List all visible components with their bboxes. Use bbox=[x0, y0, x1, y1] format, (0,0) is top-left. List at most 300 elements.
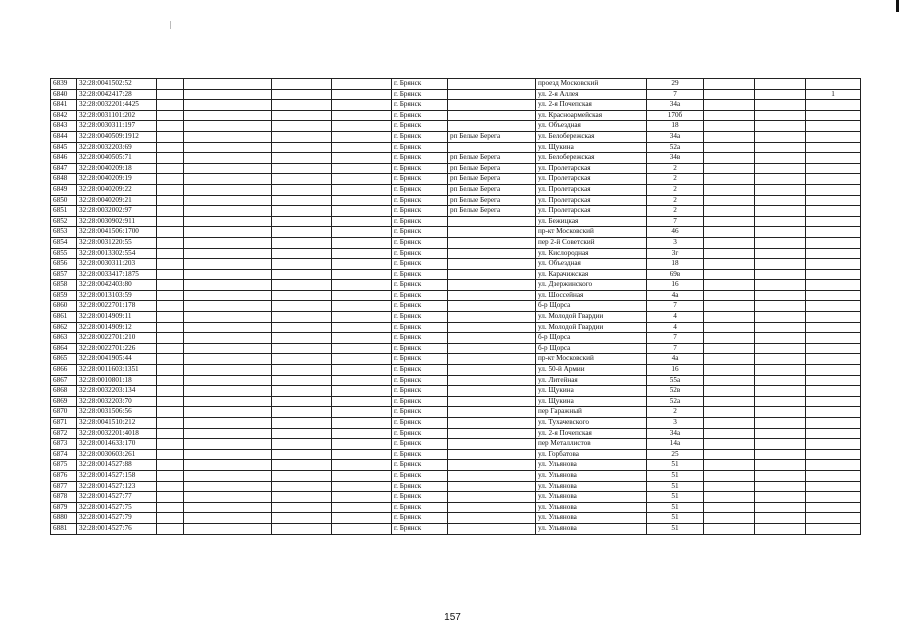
cell-city: г. Брянск bbox=[392, 163, 448, 174]
cell-street: ул. Пролетарская bbox=[536, 174, 647, 185]
cell-col-13 bbox=[806, 110, 861, 121]
cell-house-number: 51 bbox=[647, 523, 704, 534]
cell-col-13 bbox=[806, 322, 861, 333]
cell-col-11 bbox=[704, 418, 755, 429]
cell-col-6 bbox=[332, 449, 392, 460]
edge-mark bbox=[896, 0, 899, 12]
cell-col-12 bbox=[755, 523, 806, 534]
cell-col-5 bbox=[272, 131, 332, 142]
cell-col-6 bbox=[332, 502, 392, 513]
cell-col-5 bbox=[272, 100, 332, 111]
cell-house-number: 4 bbox=[647, 312, 704, 323]
cell-settlement bbox=[448, 290, 536, 301]
cell-settlement bbox=[448, 460, 536, 471]
cell-street: б-р Щорса bbox=[536, 301, 647, 312]
cell-col-13 bbox=[806, 481, 861, 492]
cell-row-number: 6858 bbox=[51, 280, 77, 291]
cell-cadastral-number: 32:28:0031101:202 bbox=[77, 110, 157, 121]
cell-col-11 bbox=[704, 110, 755, 121]
table-row bbox=[51, 216, 861, 227]
cell-col-3 bbox=[157, 216, 184, 227]
cell-col-12 bbox=[755, 237, 806, 248]
cell-house-number: 18 bbox=[647, 121, 704, 132]
cell-house-number: 7 bbox=[647, 333, 704, 344]
cell-row-number: 6857 bbox=[51, 269, 77, 280]
cell-col-11 bbox=[704, 407, 755, 418]
cell-col-3 bbox=[157, 131, 184, 142]
cell-col-11 bbox=[704, 89, 755, 100]
cell-house-number: 3г bbox=[647, 248, 704, 259]
cell-cadastral-number: 32:28:0011603:1351 bbox=[77, 365, 157, 376]
cell-col-3 bbox=[157, 312, 184, 323]
cell-col-13 bbox=[806, 492, 861, 503]
cell-street: ул. Молодой Гвардии bbox=[536, 312, 647, 323]
cell-street: пр-кт Московский bbox=[536, 354, 647, 365]
cell-col-3 bbox=[157, 354, 184, 365]
cell-col-13 bbox=[806, 131, 861, 142]
cell-col-4 bbox=[184, 89, 272, 100]
cell-row-number: 6873 bbox=[51, 439, 77, 450]
table-row bbox=[51, 110, 861, 121]
cell-col-5 bbox=[272, 163, 332, 174]
cell-settlement: рп Белые Берега bbox=[448, 174, 536, 185]
cell-col-3 bbox=[157, 280, 184, 291]
cell-house-number: 7 bbox=[647, 216, 704, 227]
cell-col-11 bbox=[704, 184, 755, 195]
cell-settlement bbox=[448, 216, 536, 227]
cell-col-3 bbox=[157, 428, 184, 439]
cell-cadastral-number: 32:28:0032203:69 bbox=[77, 142, 157, 153]
cell-col-11 bbox=[704, 174, 755, 185]
cell-col-6 bbox=[332, 121, 392, 132]
cell-col-6 bbox=[332, 195, 392, 206]
table-row bbox=[51, 470, 861, 481]
cell-col-6 bbox=[332, 312, 392, 323]
cell-settlement bbox=[448, 142, 536, 153]
cell-col-4 bbox=[184, 301, 272, 312]
cell-col-4 bbox=[184, 396, 272, 407]
cell-street: ул. Ульянова bbox=[536, 502, 647, 513]
cell-city: г. Брянск bbox=[392, 492, 448, 503]
cell-col-11 bbox=[704, 365, 755, 376]
cell-house-number: 25 bbox=[647, 449, 704, 460]
cell-row-number: 6880 bbox=[51, 513, 77, 524]
cell-col-6 bbox=[332, 396, 392, 407]
cell-cadastral-number: 32:28:0022701:178 bbox=[77, 301, 157, 312]
cell-row-number: 6851 bbox=[51, 206, 77, 217]
cell-col-4 bbox=[184, 502, 272, 513]
cell-col-11 bbox=[704, 354, 755, 365]
cell-col-13 bbox=[806, 343, 861, 354]
cell-col-13 bbox=[806, 100, 861, 111]
table-row bbox=[51, 322, 861, 333]
cell-settlement bbox=[448, 280, 536, 291]
cell-city: г. Брянск bbox=[392, 206, 448, 217]
cell-col-11 bbox=[704, 439, 755, 450]
registry-table-body bbox=[51, 79, 861, 535]
cell-col-12 bbox=[755, 386, 806, 397]
cell-cadastral-number: 32:28:0013302:554 bbox=[77, 248, 157, 259]
cell-street: ул. Литейная bbox=[536, 375, 647, 386]
cell-col-13 bbox=[806, 460, 861, 471]
cell-row-number: 6855 bbox=[51, 248, 77, 259]
cell-street: ул. Щукина bbox=[536, 142, 647, 153]
cell-cadastral-number: 32:28:0014633:170 bbox=[77, 439, 157, 450]
cell-col-3 bbox=[157, 492, 184, 503]
cell-col-5 bbox=[272, 290, 332, 301]
table-row bbox=[51, 439, 861, 450]
cell-col-4 bbox=[184, 513, 272, 524]
cell-col-13 bbox=[806, 206, 861, 217]
cell-settlement bbox=[448, 439, 536, 450]
cell-col-11 bbox=[704, 227, 755, 238]
cell-house-number: 69в bbox=[647, 269, 704, 280]
cell-col-6 bbox=[332, 110, 392, 121]
cell-city: г. Брянск bbox=[392, 174, 448, 185]
cell-col-4 bbox=[184, 375, 272, 386]
cell-col-13 bbox=[806, 259, 861, 270]
cell-city: г. Брянск bbox=[392, 312, 448, 323]
cell-col-6 bbox=[332, 89, 392, 100]
cell-col-13 bbox=[806, 153, 861, 164]
cell-row-number: 6879 bbox=[51, 502, 77, 513]
cell-col-6 bbox=[332, 301, 392, 312]
cell-col-13 bbox=[806, 407, 861, 418]
table-row bbox=[51, 481, 861, 492]
cell-cadastral-number: 32:28:0041510:212 bbox=[77, 418, 157, 429]
cell-col-5 bbox=[272, 428, 332, 439]
cell-col-6 bbox=[332, 322, 392, 333]
cell-col-6 bbox=[332, 79, 392, 90]
table-row bbox=[51, 301, 861, 312]
cell-col-3 bbox=[157, 343, 184, 354]
cell-col-3 bbox=[157, 121, 184, 132]
cell-col-12 bbox=[755, 216, 806, 227]
cell-col-5 bbox=[272, 386, 332, 397]
cell-city: г. Брянск bbox=[392, 365, 448, 376]
cell-city: г. Брянск bbox=[392, 153, 448, 164]
cell-col-13 bbox=[806, 365, 861, 376]
cell-street: ул. Белобережская bbox=[536, 131, 647, 142]
cell-street: ул. Пролетарская bbox=[536, 184, 647, 195]
cell-house-number: 34а bbox=[647, 131, 704, 142]
cell-col-4 bbox=[184, 184, 272, 195]
cell-col-13 bbox=[806, 386, 861, 397]
cell-col-13 bbox=[806, 248, 861, 259]
cell-col-4 bbox=[184, 460, 272, 471]
cell-col-13 bbox=[806, 502, 861, 513]
cell-street: ул. Кислородная bbox=[536, 248, 647, 259]
cell-cadastral-number: 32:28:0014527:75 bbox=[77, 502, 157, 513]
cell-city: г. Брянск bbox=[392, 280, 448, 291]
cell-row-number: 6881 bbox=[51, 523, 77, 534]
scan-artifact bbox=[170, 21, 171, 29]
cell-city: г. Брянск bbox=[392, 439, 448, 450]
cell-house-number: 4а bbox=[647, 290, 704, 301]
cell-col-13 bbox=[806, 523, 861, 534]
table-row bbox=[51, 449, 861, 460]
cell-house-number: 51 bbox=[647, 502, 704, 513]
cell-col-3 bbox=[157, 110, 184, 121]
cell-col-12 bbox=[755, 184, 806, 195]
cell-col-11 bbox=[704, 502, 755, 513]
cell-settlement bbox=[448, 470, 536, 481]
cell-col-6 bbox=[332, 142, 392, 153]
cell-col-6 bbox=[332, 492, 392, 503]
cell-house-number: 55а bbox=[647, 375, 704, 386]
cell-street: ул. Ульянова bbox=[536, 523, 647, 534]
cell-city: г. Брянск bbox=[392, 481, 448, 492]
cell-col-11 bbox=[704, 396, 755, 407]
cell-col-12 bbox=[755, 418, 806, 429]
cell-col-5 bbox=[272, 460, 332, 471]
cell-city: г. Брянск bbox=[392, 216, 448, 227]
cell-col-5 bbox=[272, 375, 332, 386]
table-row bbox=[51, 492, 861, 503]
table-row bbox=[51, 460, 861, 471]
cell-col-4 bbox=[184, 449, 272, 460]
cell-house-number: 46 bbox=[647, 227, 704, 238]
cell-cadastral-number: 32:28:0022701:210 bbox=[77, 333, 157, 344]
cell-city: г. Брянск bbox=[392, 502, 448, 513]
cell-city: г. Брянск bbox=[392, 142, 448, 153]
cell-col-11 bbox=[704, 100, 755, 111]
cell-settlement bbox=[448, 523, 536, 534]
cell-row-number: 6840 bbox=[51, 89, 77, 100]
cell-house-number: 2 bbox=[647, 206, 704, 217]
cell-col-3 bbox=[157, 386, 184, 397]
cell-row-number: 6847 bbox=[51, 163, 77, 174]
cell-col-4 bbox=[184, 481, 272, 492]
cell-settlement bbox=[448, 333, 536, 344]
cell-col-3 bbox=[157, 502, 184, 513]
cell-street: ул. Ульянова bbox=[536, 513, 647, 524]
cell-col-5 bbox=[272, 343, 332, 354]
cell-cadastral-number: 32:28:0032201:4425 bbox=[77, 100, 157, 111]
cell-col-12 bbox=[755, 131, 806, 142]
cell-col-11 bbox=[704, 301, 755, 312]
cell-row-number: 6878 bbox=[51, 492, 77, 503]
cell-house-number: 51 bbox=[647, 470, 704, 481]
cell-cadastral-number: 32:28:0041506:1700 bbox=[77, 227, 157, 238]
cell-col-6 bbox=[332, 418, 392, 429]
cell-col-13: 1 bbox=[806, 89, 861, 100]
cell-col-11 bbox=[704, 481, 755, 492]
table-row bbox=[51, 513, 861, 524]
table-row bbox=[51, 428, 861, 439]
cell-col-5 bbox=[272, 312, 332, 323]
cell-cadastral-number: 32:28:0040209:19 bbox=[77, 174, 157, 185]
cell-col-6 bbox=[332, 269, 392, 280]
cell-col-11 bbox=[704, 333, 755, 344]
cell-col-11 bbox=[704, 386, 755, 397]
cell-cadastral-number: 32:28:0033417:1875 bbox=[77, 269, 157, 280]
table-row bbox=[51, 195, 861, 206]
cell-city: г. Брянск bbox=[392, 227, 448, 238]
cell-col-3 bbox=[157, 237, 184, 248]
cell-street: ул. Ульянова bbox=[536, 492, 647, 503]
cell-col-6 bbox=[332, 460, 392, 471]
cell-col-6 bbox=[332, 386, 392, 397]
cell-col-3 bbox=[157, 259, 184, 270]
cell-city: г. Брянск bbox=[392, 375, 448, 386]
cell-col-5 bbox=[272, 523, 332, 534]
cell-house-number: 34в bbox=[647, 153, 704, 164]
cell-cadastral-number: 32:28:0040209:18 bbox=[77, 163, 157, 174]
cell-col-5 bbox=[272, 174, 332, 185]
cell-col-13 bbox=[806, 184, 861, 195]
cell-cadastral-number: 32:28:0031506:56 bbox=[77, 407, 157, 418]
cell-settlement bbox=[448, 89, 536, 100]
table-row bbox=[51, 333, 861, 344]
cell-col-6 bbox=[332, 227, 392, 238]
cell-street: ул. Объездная bbox=[536, 121, 647, 132]
cell-col-13 bbox=[806, 174, 861, 185]
cell-col-12 bbox=[755, 492, 806, 503]
cell-col-5 bbox=[272, 396, 332, 407]
cell-cadastral-number: 32:28:0031220:55 bbox=[77, 237, 157, 248]
cell-street: б-р Щорса bbox=[536, 333, 647, 344]
cell-col-12 bbox=[755, 174, 806, 185]
cell-col-11 bbox=[704, 513, 755, 524]
cell-col-4 bbox=[184, 206, 272, 217]
cell-row-number: 6876 bbox=[51, 470, 77, 481]
cell-cadastral-number: 32:28:0014527:88 bbox=[77, 460, 157, 471]
cell-col-11 bbox=[704, 248, 755, 259]
cell-col-4 bbox=[184, 237, 272, 248]
cell-house-number: 4а bbox=[647, 354, 704, 365]
cell-col-6 bbox=[332, 259, 392, 270]
cell-settlement: рп Белые Берега bbox=[448, 184, 536, 195]
cell-col-4 bbox=[184, 312, 272, 323]
cell-col-6 bbox=[332, 100, 392, 111]
cell-col-5 bbox=[272, 195, 332, 206]
cell-col-12 bbox=[755, 290, 806, 301]
cell-col-13 bbox=[806, 449, 861, 460]
cell-col-12 bbox=[755, 227, 806, 238]
cell-col-12 bbox=[755, 280, 806, 291]
cell-col-6 bbox=[332, 237, 392, 248]
cell-col-5 bbox=[272, 502, 332, 513]
cell-col-12 bbox=[755, 206, 806, 217]
cell-col-5 bbox=[272, 121, 332, 132]
cell-col-6 bbox=[332, 184, 392, 195]
table-row bbox=[51, 100, 861, 111]
cell-cadastral-number: 32:28:0030311:203 bbox=[77, 259, 157, 270]
cell-settlement bbox=[448, 492, 536, 503]
cell-col-3 bbox=[157, 301, 184, 312]
cell-col-5 bbox=[272, 248, 332, 259]
cell-city: г. Брянск bbox=[392, 237, 448, 248]
cell-city: г. Брянск bbox=[392, 322, 448, 333]
cell-col-13 bbox=[806, 428, 861, 439]
cell-col-3 bbox=[157, 269, 184, 280]
cell-street: пер Гаражный bbox=[536, 407, 647, 418]
cell-house-number: 51 bbox=[647, 460, 704, 471]
cell-col-3 bbox=[157, 418, 184, 429]
cell-col-3 bbox=[157, 248, 184, 259]
cell-house-number: 34а bbox=[647, 100, 704, 111]
table-row bbox=[51, 343, 861, 354]
cell-settlement bbox=[448, 237, 536, 248]
cell-col-3 bbox=[157, 481, 184, 492]
cell-city: г. Брянск bbox=[392, 301, 448, 312]
cell-col-4 bbox=[184, 216, 272, 227]
cell-house-number: 3 bbox=[647, 237, 704, 248]
cell-col-4 bbox=[184, 322, 272, 333]
cell-col-11 bbox=[704, 470, 755, 481]
cell-city: г. Брянск bbox=[392, 428, 448, 439]
cell-col-6 bbox=[332, 216, 392, 227]
table-row bbox=[51, 418, 861, 429]
table-row bbox=[51, 407, 861, 418]
cell-col-6 bbox=[332, 354, 392, 365]
cell-street: ул. Молодой Гвардии bbox=[536, 322, 647, 333]
cell-col-13 bbox=[806, 227, 861, 238]
cell-cadastral-number: 32:28:0040209:22 bbox=[77, 184, 157, 195]
cell-settlement: рп Белые Берега bbox=[448, 131, 536, 142]
cell-col-6 bbox=[332, 439, 392, 450]
cell-city: г. Брянск bbox=[392, 396, 448, 407]
cell-city: г. Брянск bbox=[392, 100, 448, 111]
cell-col-12 bbox=[755, 121, 806, 132]
cell-street: ул. Красноармейская bbox=[536, 110, 647, 121]
cell-house-number: 51 bbox=[647, 481, 704, 492]
cell-col-3 bbox=[157, 449, 184, 460]
cell-cadastral-number: 32:28:0014527:77 bbox=[77, 492, 157, 503]
cell-house-number: 14а bbox=[647, 439, 704, 450]
cell-cadastral-number: 32:28:0014527:79 bbox=[77, 513, 157, 524]
cell-col-4 bbox=[184, 259, 272, 270]
cell-col-11 bbox=[704, 153, 755, 164]
cell-row-number: 6865 bbox=[51, 354, 77, 365]
cell-cadastral-number: 32:28:0022701:226 bbox=[77, 343, 157, 354]
cell-row-number: 6869 bbox=[51, 396, 77, 407]
cell-street: проезд Московский bbox=[536, 79, 647, 90]
cell-col-13 bbox=[806, 375, 861, 386]
cell-col-6 bbox=[332, 343, 392, 354]
cell-col-12 bbox=[755, 195, 806, 206]
cell-col-4 bbox=[184, 365, 272, 376]
cell-settlement bbox=[448, 449, 536, 460]
cell-settlement bbox=[448, 259, 536, 270]
cell-row-number: 6850 bbox=[51, 195, 77, 206]
cell-cadastral-number: 32:28:0013103:59 bbox=[77, 290, 157, 301]
cell-street: ул. 2-я Почепская bbox=[536, 428, 647, 439]
table-row bbox=[51, 280, 861, 291]
cell-col-11 bbox=[704, 206, 755, 217]
cell-col-13 bbox=[806, 195, 861, 206]
cell-settlement bbox=[448, 365, 536, 376]
cell-city: г. Брянск bbox=[392, 89, 448, 100]
cell-col-12 bbox=[755, 248, 806, 259]
cell-col-3 bbox=[157, 365, 184, 376]
cell-col-12 bbox=[755, 163, 806, 174]
cell-city: г. Брянск bbox=[392, 290, 448, 301]
cell-col-12 bbox=[755, 481, 806, 492]
cell-col-5 bbox=[272, 206, 332, 217]
cell-col-4 bbox=[184, 227, 272, 238]
cell-house-number: 170б bbox=[647, 110, 704, 121]
table-row bbox=[51, 502, 861, 513]
cell-row-number: 6862 bbox=[51, 322, 77, 333]
cell-settlement bbox=[448, 343, 536, 354]
cell-col-13 bbox=[806, 290, 861, 301]
cell-street: пер Металлистов bbox=[536, 439, 647, 450]
cell-row-number: 6852 bbox=[51, 216, 77, 227]
cell-row-number: 6871 bbox=[51, 418, 77, 429]
cell-house-number: 52а bbox=[647, 142, 704, 153]
